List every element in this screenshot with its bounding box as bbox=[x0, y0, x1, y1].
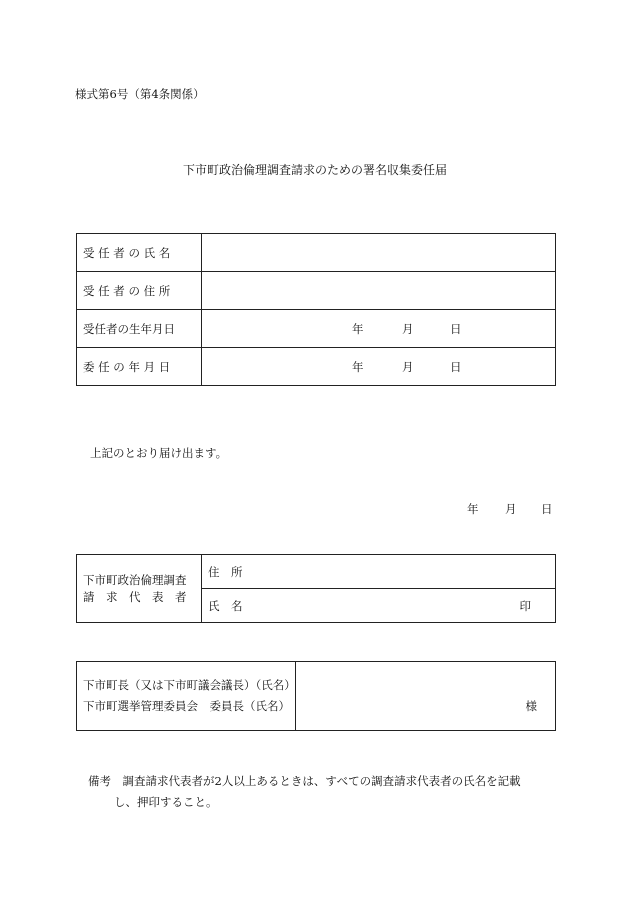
seal-mark: 印 bbox=[519, 598, 531, 613]
representative-address-field[interactable] bbox=[202, 555, 556, 589]
year-label: 年 bbox=[352, 359, 364, 374]
delegation-date-field[interactable] bbox=[202, 348, 556, 386]
delegate-name-field[interactable] bbox=[202, 234, 556, 272]
delegate-address-field[interactable] bbox=[202, 272, 556, 310]
day-label: 日 bbox=[450, 321, 462, 336]
delegation-date-label: 委 任 の 年 月 日 bbox=[77, 348, 202, 386]
remark-line1: 備考 調査請求代表者が2人以上あるときは、すべての調査請求代表者の氏名を記載 bbox=[88, 774, 521, 788]
delegate-birthdate-field[interactable] bbox=[202, 310, 556, 348]
table-row bbox=[77, 348, 556, 386]
month-label: 月 bbox=[402, 321, 414, 336]
month-label: 月 bbox=[402, 359, 414, 374]
remark-line2: し、押印すること。 bbox=[114, 795, 218, 809]
addressee-line2: 下市町選挙管理委員会 委員長（氏名） bbox=[83, 699, 290, 713]
representative-name-field[interactable] bbox=[202, 589, 556, 623]
day-label: 日 bbox=[541, 502, 553, 516]
delegate-birthdate-label: 受任者の生年月日 bbox=[77, 310, 202, 348]
addressee-label bbox=[77, 662, 296, 731]
table-row bbox=[77, 272, 556, 310]
table-row bbox=[77, 310, 556, 348]
year-label: 年 bbox=[352, 321, 364, 336]
table-row bbox=[77, 234, 556, 272]
representative-label-line1: 下市町政治倫理調査 bbox=[83, 572, 187, 587]
table-row bbox=[77, 555, 556, 589]
honorific-label: 様 bbox=[525, 699, 537, 713]
table-row bbox=[77, 662, 556, 731]
addressee-line1: 下市町長（又は下市町議会議長）（氏名） bbox=[83, 678, 296, 692]
representative-label bbox=[77, 555, 202, 623]
day-label: 日 bbox=[450, 359, 462, 374]
remark-note bbox=[88, 771, 558, 813]
year-label: 年 bbox=[467, 502, 479, 516]
addressee-field[interactable] bbox=[296, 662, 556, 731]
address-label: 住 所 bbox=[208, 564, 243, 579]
delegate-info-table bbox=[76, 233, 556, 386]
form-number: 様式第6号（第4条関係） bbox=[75, 87, 205, 101]
month-label: 月 bbox=[505, 502, 517, 516]
delegate-address-label: 受 任 者 の 住 所 bbox=[77, 272, 202, 310]
representative-table bbox=[76, 554, 556, 623]
document-title: 下市町政治倫理調査請求のための署名収集委任届 bbox=[182, 163, 447, 177]
notice-text: 上記のとおり届け出ます。 bbox=[90, 446, 228, 460]
name-label: 氏 名 bbox=[208, 598, 243, 613]
representative-label-line2: 請 求 代 表 者 bbox=[83, 589, 187, 604]
delegate-name-label: 受 任 者 の 氏 名 bbox=[77, 234, 202, 272]
addressee-table bbox=[76, 661, 556, 731]
